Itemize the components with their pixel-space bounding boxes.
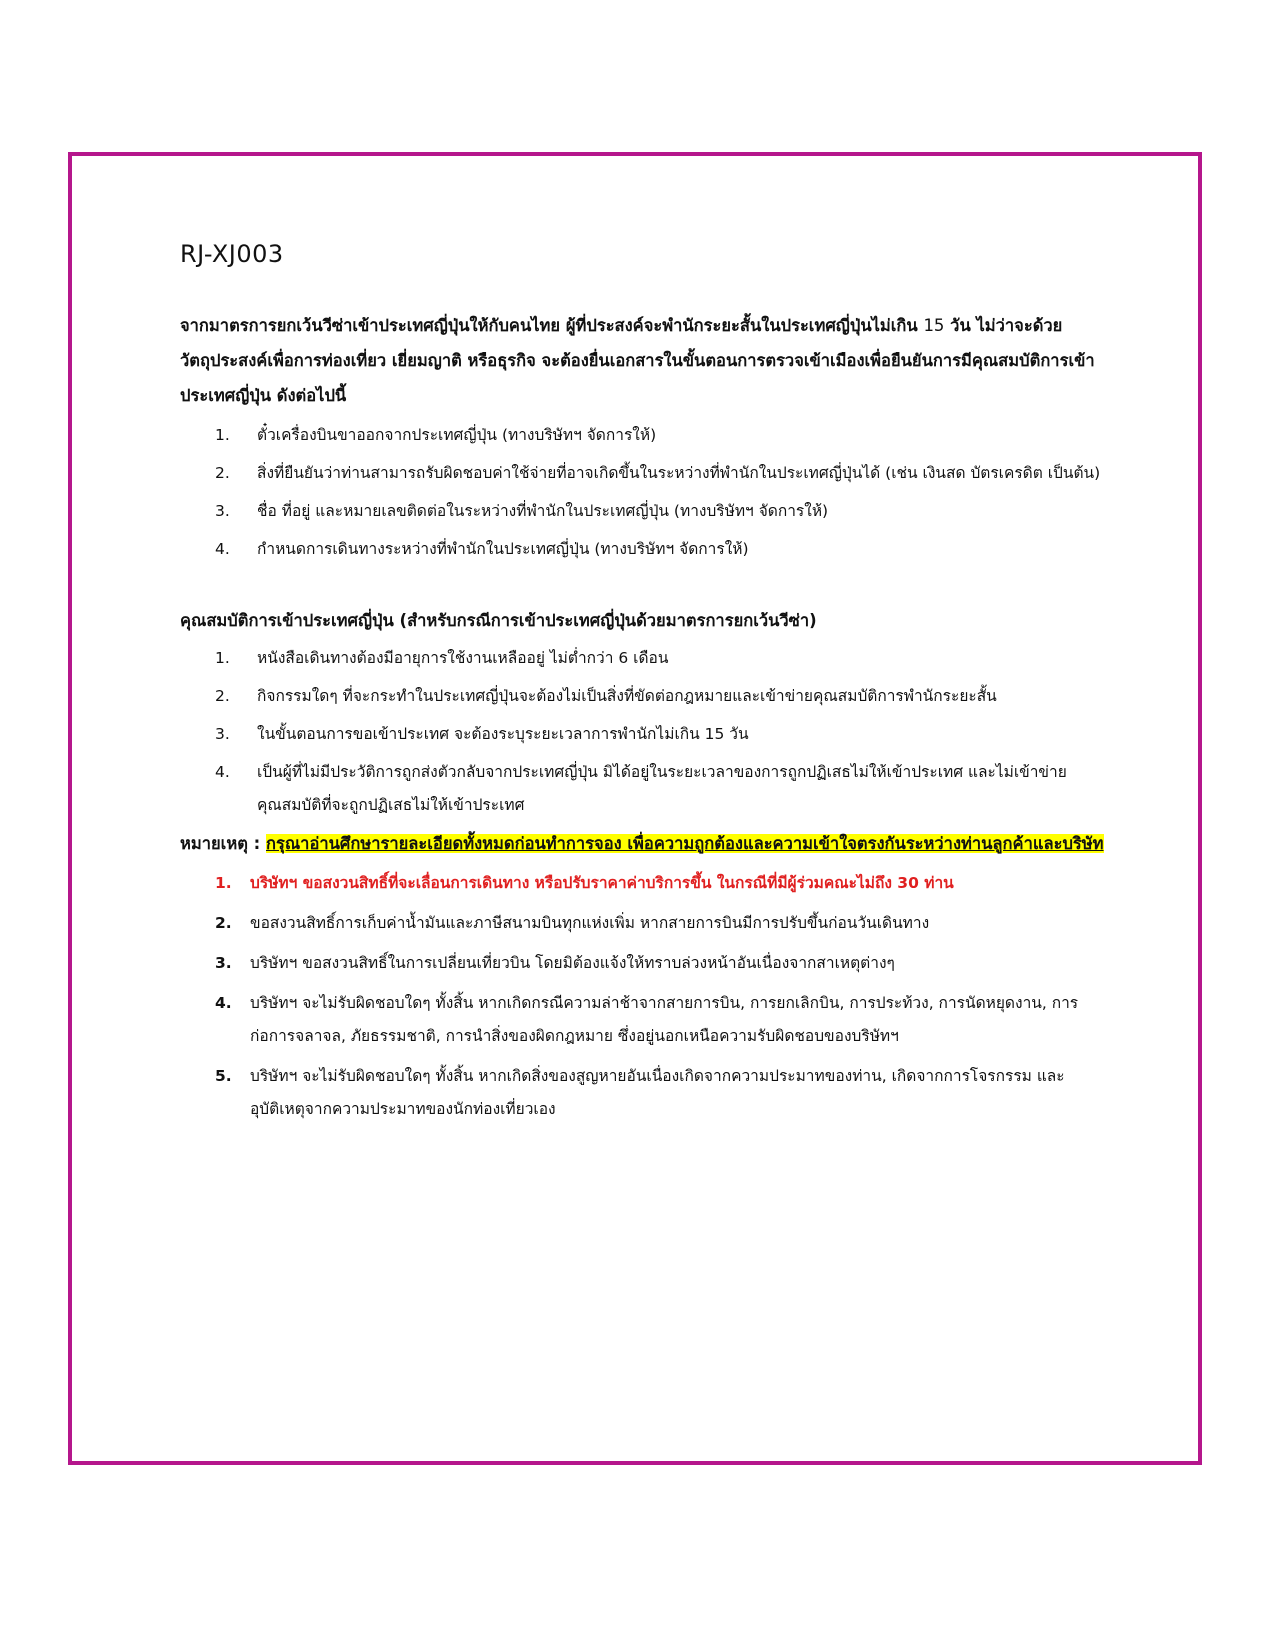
list-item-text: หนังสือเดินทางต้องมีอายุการใช้งานเหลืออยู่ ไม่ต่ำกว่า 6 เดือน — [257, 649, 669, 667]
list-item — [180, 756, 1110, 822]
list-item-text: บริษัทฯ ขอสงวนสิทธิ์ในการเปลี่ยนเที่ยวบิน โดยมิต้องแจ้งให้ทราบล่วงหน้าอันเนื่องจากสาเหตุต่างๆ — [250, 954, 895, 972]
list-item-number: 4. — [215, 763, 230, 781]
list-item-text: สิ่งที่ยืนยันว่าท่านสามารถรับผิดชอบค่าใช้จ่ายที่อาจเกิดขึ้นในระหว่างที่พำนักในประเทศญี่ปุ่นได้ (เช่น เงินสด บัตรเครดิต เป็นต้น) — [257, 464, 1101, 482]
list-item-text: กิจกรรมใดๆ ที่จะกระทำในประเทศญี่ปุ่นจะต้องไม่เป็นสิ่งที่ขัดต่อกฎหมายและเข้าข่ายคุณสมบัติการพำนักระยะสั้น — [257, 687, 997, 705]
list-item-number: 3. — [215, 725, 230, 743]
list-item-number: 2. — [215, 914, 232, 932]
list-item — [180, 947, 1110, 980]
list-item — [180, 987, 1110, 1053]
list-item — [180, 457, 1110, 490]
list-item — [180, 907, 1110, 940]
document-body — [180, 240, 1110, 1133]
note-paragraph — [180, 827, 1110, 861]
list-item-text: บริษัทฯ ขอสงวนสิทธิ์ที่จะเลื่อนการเดินทาง หรือปรับราคาค่าบริการขึ้น ในกรณีที่มีผู้ร่วมคณะไม่ถึง 30 ท่าน — [250, 874, 954, 892]
list-item-number: 4. — [215, 540, 230, 558]
intro-text-after: วัน ไม่ว่าจะด้วยวัตถุประสงค์เพื่อการท่องเที่ยว เยี่ยมญาติ หรือธุรกิจ จะต้องยื่นเอกสารในขั้นตอนการตรวจเข้าเมืองเพื่อยืนยันการมีคุณสมบัติการเข้าประเทศญี่ปุ่น ดังต่อไปนี้ — [180, 316, 1095, 405]
intro-days: 15 — [923, 316, 945, 335]
list-item-text: ขอสงวนสิทธิ์การเก็บค่าน้ำมันและภาษีสนามบินทุกแห่งเพิ่ม หากสายการบินมีการปรับขึ้นก่อนวันเดินทาง — [250, 914, 930, 932]
list-item-number: 1. — [215, 426, 230, 444]
intro-paragraph — [180, 308, 1110, 413]
required-documents-list — [180, 419, 1110, 566]
list-item-number: 5. — [215, 1067, 232, 1085]
note-highlight: กรุณาอ่านศึกษารายละเอียดทั้งหมดก่อนทำการจอง เพื่อความถูกต้องและความเข้าใจตรงกันระหว่างท่านลูกค้าและบริษัท — [266, 834, 1104, 853]
list-item-number: 1. — [215, 874, 232, 892]
terms-list — [180, 867, 1110, 1126]
list-item — [180, 1060, 1110, 1126]
list-item — [180, 680, 1110, 713]
qualification-list — [180, 642, 1110, 822]
qualification-title: คุณสมบัติการเข้าประเทศญี่ปุ่น (สำหรับกรณีการเข้าประเทศญี่ปุ่นด้วยมาตรการยกเว้นวีซ่า) — [180, 611, 817, 630]
tour-code: RJ-XJ003 — [180, 240, 284, 268]
list-item — [180, 642, 1110, 675]
list-item — [180, 718, 1110, 751]
list-item-text: บริษัทฯ จะไม่รับผิดชอบใดๆ ทั้งสิ้น หากเกิดสิ่งของสูญหายอันเนื่องเกิดจากความประมาทของท่าน, เกิดจากการโจรกรรม และอุบัติเหตุจากความประมาทของนักท่องเที่ยวเอง — [250, 1067, 1065, 1118]
list-item-number: 2. — [215, 464, 230, 482]
list-item-text: กำหนดการเดินทางระหว่างที่พำนักในประเทศญี่ปุ่น (ทางบริษัทฯ จัดการให้) — [257, 540, 749, 558]
list-item-number: 3. — [215, 502, 230, 520]
list-item-number: 3. — [215, 954, 232, 972]
list-item-text: บริษัทฯ จะไม่รับผิดชอบใดๆ ทั้งสิ้น หากเกิดกรณีความล่าช้าจากสายการบิน, การยกเลิกบิน, การประท้วง, การนัดหยุดงาน, การก่อการจลาจล, ภัยธรรมชาติ, การนำสิ่งของผิดกฎหมาย ซึ่งอยู่นอกเหนือความรับผิดชอบของบริษัทฯ — [250, 994, 1079, 1045]
list-item — [180, 495, 1110, 528]
intro-text-before: จากมาตรการยกเว้นวีซ่าเข้าประเทศญี่ปุ่นให้กับคนไทย ผู้ที่ประสงค์จะพำนักระยะสั้นในประเทศญี่ปุ่นไม่เกิน — [180, 316, 924, 335]
note-label: หมายเหตุ : — [180, 834, 267, 853]
list-item-text: ในขั้นตอนการขอเข้าประเทศ จะต้องระบุระยะเวลาการพำนักไม่เกิน 15 วัน — [257, 725, 749, 743]
list-item-number: 4. — [215, 994, 232, 1012]
list-item — [180, 419, 1110, 452]
list-item-number: 1. — [215, 649, 230, 667]
list-item-text: ชื่อ ที่อยู่ และหมายเลขติดต่อในระหว่างที่พำนักในประเทศญี่ปุ่น (ทางบริษัทฯ จัดการให้) — [257, 502, 829, 520]
list-item-number: 2. — [215, 687, 230, 705]
list-item-text: เป็นผู้ที่ไม่มีประวัติการถูกส่งตัวกลับจากประเทศญี่ปุ่น มิได้อยู่ในระยะเวลาของการถูกปฏิเสธไม่ให้เข้าประเทศ และไม่เข้าข่ายคุณสมบัติที่จะถูกปฏิเสธไม่ให้เข้าประเทศ — [257, 763, 1067, 814]
list-item — [180, 533, 1110, 566]
list-item — [180, 867, 1110, 900]
list-item-text: ตั๋วเครื่องบินขาออกจากประเทศญี่ปุ่น (ทางบริษัทฯ จัดการให้) — [257, 426, 657, 444]
